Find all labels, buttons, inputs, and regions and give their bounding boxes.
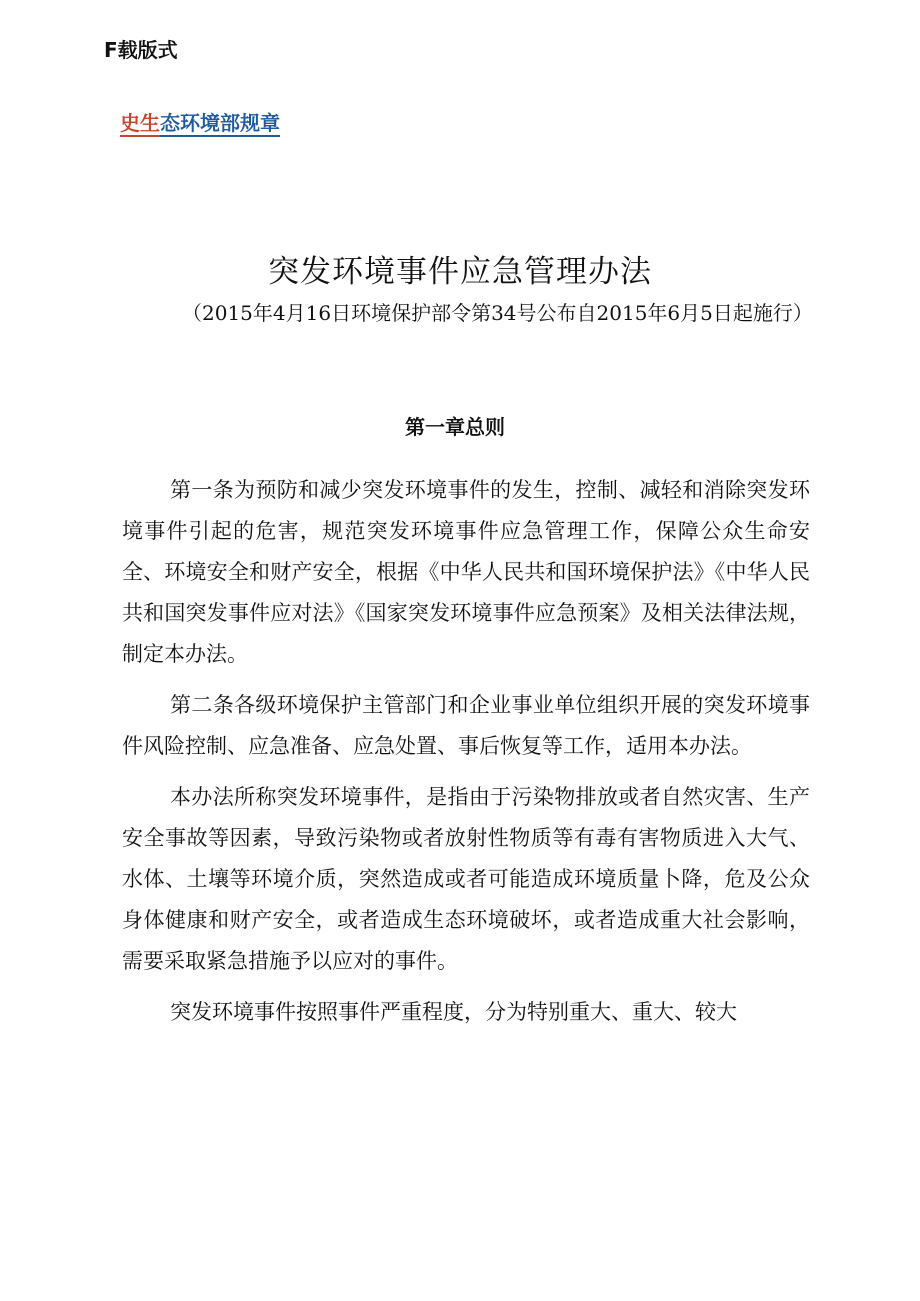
- source-link[interactable]: [120, 109, 280, 137]
- source-link-red-part: 史生: [120, 111, 160, 135]
- paragraph-article-2: 第二条各级环境保护主管部门和企业事业单位组织开展的突发环境事件风险控制、应急准备、应急处置、事后恢复等工作，适用本办法。: [122, 693, 810, 758]
- paragraph-article-1: 第一条为预防和减少突发环境事件的发生，控制、减轻和消除突发环境事件引起的危害，规范突发环境事件应急管理工作，保障公众生命安全、环境安全和财产安全，根据《中华人民共和国环境保护法》《中华人民共和国突发事件应对法》《国家突发环境事件应急预案》及相关法律法规，制定本办法。: [122, 478, 810, 666]
- format-tag: F载版式: [104, 38, 178, 62]
- document-title: 突发环境事件应急管理办法: [268, 254, 652, 290]
- document-subtitle: （2015年4月16日环境保护部令第34号公布自2015年6月5日起施行）: [182, 301, 813, 325]
- document-body: [122, 470, 810, 1043]
- chapter-title: 第一章总则: [405, 415, 505, 439]
- paragraph-definition: 本办法所称突发环境事件，是指由于污染物排放或者自然灾害、生产安全事故等因素，导致污染物或者放射性物质等有毒有害物质进入大气、水体、土壤等环境介质，突然造成或者可能造成环境质量卜降，危及公众身体健康和财产安全，或者造成生态环境破坏，或者造成重大社会影响，需要采取紧急措施予以应对的事件。: [122, 785, 810, 973]
- paragraph-classification: 突发环境事件按照事件严重程度，分为特别重大、重大、较大: [170, 1000, 737, 1024]
- source-link-blue-part: 态环境部规章: [160, 111, 280, 135]
